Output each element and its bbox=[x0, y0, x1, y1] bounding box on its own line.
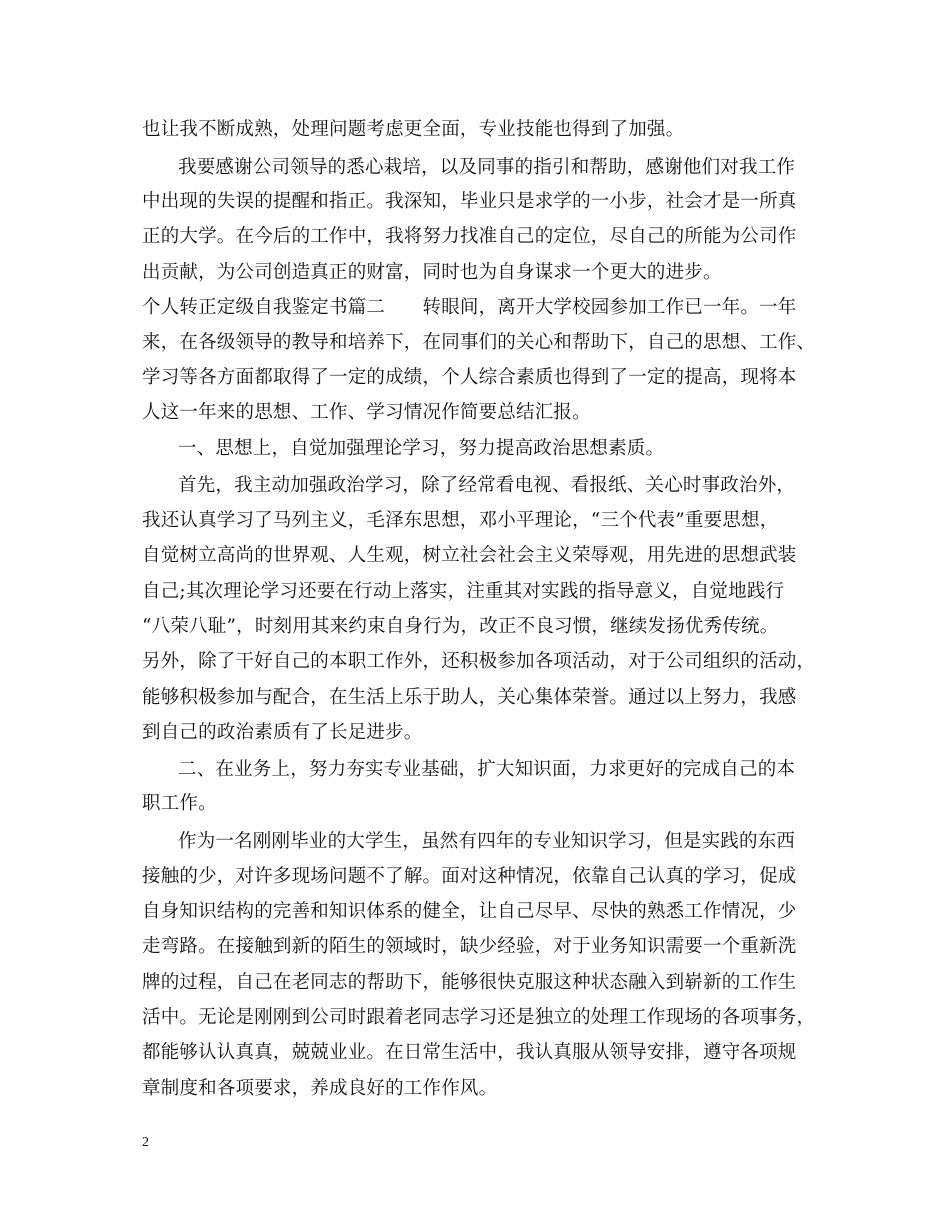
text-line: 章制度和各项要求，养成良好的工作作风。 bbox=[142, 1078, 498, 1099]
subheading-line: 一、思想上，自觉加强理论学习，努力提高政治思想素质。 bbox=[178, 438, 665, 459]
text-line: “八荣八耻”，时刻用其来约束自身行为，改正不良习惯，继续发扬优秀传统。 bbox=[142, 616, 779, 637]
text-line: 人这一年来的思想、工作、学习情况作简要总结汇报。 bbox=[142, 402, 591, 423]
text-line: 首先，我主动加强政治学习，除了经常看电视、看报纸、关心时事政治外， bbox=[178, 475, 796, 496]
text-line: 自觉树立高尚的世界观、人生观，树立社会社会主义荣辱观，用先进的思想武装 bbox=[142, 545, 797, 566]
text-line: 作为一名刚刚毕业的大学生，虽然有四年的专业知识学习，但是实践的东西 bbox=[178, 831, 796, 852]
text-line: 接触的少，对许多现场问题不了解。面对这种情况，依靠自己认真的学习，促成 bbox=[142, 866, 797, 887]
text-line: 到自己的政治素质有了长足进步。 bbox=[142, 722, 423, 743]
text-line: 走弯路。在接触到新的陌生的领域时，缺少经验，对于业务知识需要一个重新洗 bbox=[142, 936, 797, 957]
text-line: 活中。无论是刚刚到公司时跟着老同志学习还是独立的处理工作现场的各项事务， bbox=[142, 1007, 816, 1028]
text-line: 自己;其次理论学习还要在行动上落实，注重其对实践的指导意义，自觉地践行 bbox=[142, 581, 785, 602]
text-line: 来，在各级领导的教导和培养下，在同事们的关心和帮助下，自己的思想、工作、 bbox=[142, 332, 816, 353]
text-line: 另外，除了干好自己的本职工作外，还积极参加各项活动，对于公司组织的活动， bbox=[142, 651, 816, 672]
section-heading-line: 个人转正定级自我鉴定书篇二 转眼间，离开大学校园参加工作已一年。一年 bbox=[142, 297, 797, 318]
text-line: 能够积极参加与配合，在生活上乐于助人，关心集体荣誉。通过以上努力，我感 bbox=[142, 687, 797, 708]
text-line: 正的大学。在今后的工作中，我将努力找准自己的定位，尽自己的所能为公司作 bbox=[142, 226, 797, 247]
text-line: 牌的过程，自己在老同志的帮助下，能够很快克服这种状态融入到崭新的工作生 bbox=[142, 972, 797, 993]
text-line: 出贡献，为公司创造真正的财富，同时也为自身谋求一个更大的进步。 bbox=[142, 262, 722, 283]
subheading-line: 职工作。 bbox=[142, 793, 217, 814]
page-number: 2 bbox=[142, 1135, 149, 1150]
text-line: 我还认真学习了马列主义，毛泽东思想，邓小平理论，“三个代表”重要思想， bbox=[142, 510, 779, 531]
text-line: 我要感谢公司领导的悉心栽培，以及同事的指引和帮助，感谢他们对我工作 bbox=[178, 157, 796, 178]
text-line: 学习等各方面都取得了一定的成绩，个人综合素质也得到了一定的提高，现将本 bbox=[142, 367, 797, 388]
text-line: 都能够认认真真，兢兢业业。在日常生活中，我认真服从领导安排，遵守各项规 bbox=[142, 1042, 797, 1063]
text-line: 中出现的失误的提醒和指正。我深知，毕业只是求学的一小步，社会才是一所真 bbox=[142, 191, 797, 212]
text-line: 自身知识结构的完善和知识体系的健全，让自己尽早、尽快的熟悉工作情况，少 bbox=[142, 901, 797, 922]
text-line: 也让我不断成熟，处理问题考虑更全面，专业技能也得到了加强。 bbox=[142, 119, 685, 140]
subheading-line: 二、在业务上，努力夯实专业基础，扩大知识面，力求更好的完成自己的本 bbox=[178, 759, 796, 780]
